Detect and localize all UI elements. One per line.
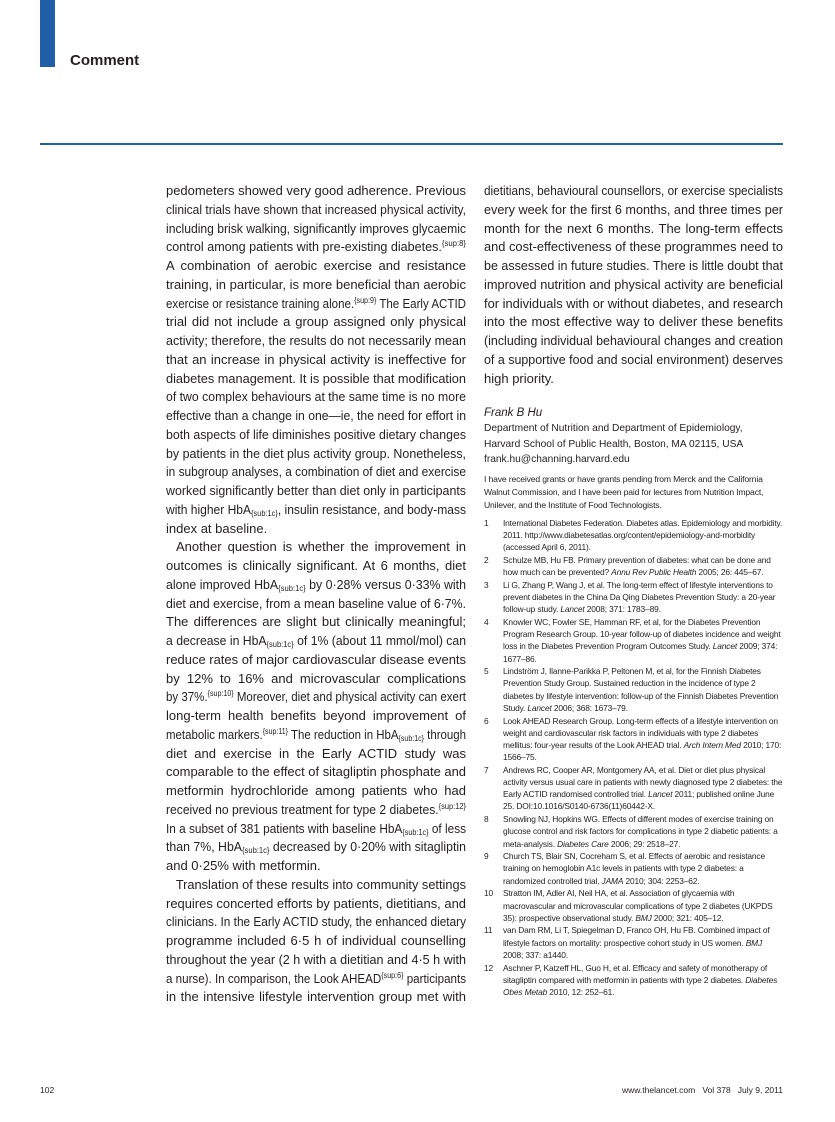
text-line: a nurse). In comparison, the Look $AHEAD^{\{sup:6\}}$ participants	[166, 970, 466, 986]
text-line: diet and exercise in the Early ACTID study was	[166, 745, 466, 761]
text-line: exercise or resistance training alone.$^{\{sup:9\}}$ The Early ACTID	[166, 295, 466, 311]
text-line: high priority.	[484, 370, 554, 386]
reference-citation: 2011; published online June 25. DOI:10.1016/S0140-6736(11)60442-X.	[503, 789, 775, 812]
reference-number: 10	[484, 888, 494, 899]
section-label: Comment	[70, 52, 140, 69]
text-line: control among patients with pre-existing diabetes.$^{\{sup:8\}}$	[166, 239, 466, 255]
journal-name: Diabetes Care	[557, 838, 609, 849]
text-line: every week for the first 6 months, and three times per	[484, 201, 783, 217]
reference-text	[503, 764, 784, 813]
reference-text	[503, 850, 784, 887]
text-line: in subgroup analyses, a combination of diet and exercise	[166, 464, 466, 480]
reference-body: Knowler WC, Fowler SE, Hamman RF, et al, for the Diabetes Prevention Program Research Group. 10-year follow-up of diabetes incidence and weight loss in the Diabetes Prevention Program Outcomes Study.	[503, 616, 781, 652]
reference-citation: 2008; 337: a1440.	[503, 949, 568, 960]
section-color-bar	[40, 0, 55, 67]
text-line: A combination of aerobic exercise and resistance	[166, 258, 466, 273]
subscript: {sub:1c}	[402, 827, 429, 837]
text-line: (including individual behavioural changes and creation	[484, 333, 783, 348]
text-line: and cost-effectiveness of these programmes need to	[484, 239, 783, 255]
text-line: by 37%.$^{\{sup:10\}}$ Moreover, diet and physical activity can exert	[166, 689, 466, 705]
text-line: including brisk walking, significantly improves glycaemic	[166, 220, 466, 236]
body-column-right	[484, 182, 783, 388]
text-line: index at baseline.	[166, 520, 268, 536]
reference-citation: 2006; 29: 2518–27.	[608, 838, 681, 849]
author-name: Frank B Hu	[484, 407, 543, 419]
subscript: {sub:1c}	[278, 583, 306, 593]
journal-name: JAMA	[601, 875, 624, 886]
text-line: throughout the year (2 h with a dietitian and 4·5 h with	[166, 951, 466, 967]
citation-superscript[interactable]: {sup:12}	[438, 801, 466, 811]
reference-citation: 2010; 170: 1566–75.	[503, 739, 782, 763]
reference-list	[484, 517, 784, 998]
text-line: comparable to the effect of sitagliptin phosphate and	[166, 764, 466, 780]
reference-citation: 2008; 371: 1783–89.	[584, 604, 661, 615]
paragraph	[166, 876, 466, 1007]
text-line: improved nutrition and physical activity are beneficial	[484, 276, 783, 292]
reference-number: 1	[484, 517, 489, 528]
subscript: {sub:1c}	[266, 640, 294, 649]
author-and-references	[484, 405, 784, 999]
reference-citation: 2009; 374: 1677–86.	[503, 641, 778, 664]
text-line: dietitians, behavioural counsellors, or exercise specialists	[484, 183, 783, 198]
text-line: diet and exercise, from a mean baseline value of 6·7%.	[166, 595, 466, 611]
text-line: long-term health benefits beyond improvement of	[166, 708, 466, 723]
text-line: trial did not include a group assigned only physical	[166, 314, 466, 330]
reference-text	[503, 579, 784, 616]
reference-body: Snowling NJ, Hopkins WG. Effects of different modes of exercise training on glucose control and risk factors for complications in type 2 diabetic patients: a meta-analysis.	[503, 814, 778, 849]
text-line: activity; therefore, the results do not necessarily mean	[166, 333, 466, 348]
text-line: for individuals with or without diabetes, and research	[484, 295, 783, 311]
citation-superscript[interactable]: {sup:8}	[441, 239, 466, 249]
text-line: by 12% to 16% and microvascular complications	[166, 670, 466, 686]
reference-item	[484, 887, 784, 924]
reference-number: 9	[484, 851, 489, 862]
journal-name: Arch Intern Med	[683, 739, 741, 750]
journal-name: BMJ	[745, 937, 763, 948]
text-line: metformin hydrochloride among patients who had	[166, 783, 466, 798]
reference-number: 4	[484, 616, 489, 627]
reference-text	[503, 665, 784, 714]
reference-item	[484, 764, 784, 813]
journal-name: Annu Rev Public Health	[611, 567, 697, 578]
reference-text	[503, 517, 784, 554]
reference-body: Church TS, Blair SN, Cocreham S, et al. Effects of aerobic and resistance training on hemoglobin A1c levels in patients with type 2 diabetes: a randomized controlled trial.	[503, 851, 765, 886]
reference-body: Schulze MB, Hu FB. Primary prevention of diabetes: what can be done and how much can be prevented?	[503, 554, 771, 578]
reference-item	[484, 924, 784, 961]
reference-item	[484, 665, 784, 714]
text-line: into the most effective way to deliver these benefits	[484, 314, 783, 330]
reference-number: 12	[484, 962, 494, 973]
subscript: {sub:1c}	[398, 733, 424, 743]
reference-body: van Dam RM, Li T, Spiegelman D, Franco OH, Hu FB. Combined impact of lifestyle factors on mortality: prospective cohort study in US women.	[503, 925, 770, 948]
reference-text	[503, 715, 784, 764]
reference-item	[484, 962, 784, 999]
text-line: clinical trials have shown that increased physical activity,	[166, 201, 466, 217]
reference-text	[503, 813, 784, 850]
affiliation-line: Department of Nutrition and Department of Epidemiology,	[484, 423, 743, 434]
reference-number: 3	[484, 579, 489, 590]
text-line: effective than a change in one—ie, the need for effort in	[166, 408, 466, 423]
text-line: both aspects of life diminishes positive dietary changes	[166, 426, 466, 442]
text-line: with higher HbA$_{\{sub:1c\}}$, insulin resistance, and body-mass	[166, 501, 466, 518]
text-line: of two complex behaviours at the same time is no more	[166, 389, 466, 405]
affiliation-line: Harvard School of Public Health, Boston, MA 02115, USA	[484, 438, 744, 450]
author-email[interactable]: frank.hu@channing.harvard.edu	[484, 454, 630, 466]
reference-body: Stratton IM, Adler AI, Neil HA, et al. Association of glycaemia with macrovascular and microvascular complications of type 2 diabetes (UKPDS 35): prospective observational study.	[503, 888, 773, 923]
subscript: {sub:1c}	[242, 846, 270, 856]
reference-item	[484, 554, 784, 578]
text-line: programme included 6·5 h of individual counselling	[166, 933, 466, 948]
text-line: outcomes is clinically significant. At 6 months, diet	[166, 558, 466, 573]
reference-body: Andrews RC, Cooper AR, Montgomery AA, et al. Diet or diet plus physical activity versus usual care in patients with newly diagnosed type 2 diabetes: the Early ACTID randomised controlled trial.	[503, 764, 783, 800]
journal-name: Lancet	[527, 702, 552, 713]
reference-body: Li G, Zhang P, Wang J, et al. The long-term effect of lifestyle interventions to prevent diabetes in the China Da Qing Diabetes Prevention Study: a 20-year follow-up study.	[503, 579, 776, 615]
paragraph	[166, 182, 466, 538]
text-line: worked significantly better than diet only in participants	[166, 483, 466, 498]
subscript: {sub:1c}	[251, 508, 278, 518]
reference-item	[484, 813, 784, 850]
citation-superscript[interactable]: {sup:10}	[207, 689, 234, 699]
journal-name: BMJ	[635, 912, 652, 923]
citation-superscript[interactable]: {sup:6}	[381, 970, 404, 980]
reference-citation: 2006; 368: 1673–79.	[551, 702, 628, 713]
text-line: The differences are slight but clinically meaningful;	[166, 614, 466, 630]
paragraph	[166, 538, 466, 876]
paragraph	[484, 182, 783, 388]
journal-name: Diabetes Obes Metab	[503, 974, 778, 997]
text-line: training, in particular, is more beneficial than aerobic	[166, 276, 466, 292]
reference-text	[503, 887, 784, 924]
reference-citation: 2000; 321: 405–12.	[651, 912, 724, 923]
footer-citation	[622, 1085, 783, 1095]
text-line: that an increase in physical activity is ineffective for	[166, 351, 466, 367]
text-line: than 7%, HbA$_{\{sub:1c\}}$ decreased by 0·20% with sitagliptin	[166, 839, 466, 856]
reference-number: 6	[484, 715, 489, 726]
reference-number: 8	[484, 814, 489, 825]
reference-body: International Diabetes Federation. Diabetes atlas. Epidemiology and morbidity. 2011. http://www.diabetesatlas.org/content/epidemiology-and-morbidity (accessed April 6, 2011).	[503, 517, 783, 553]
journal-name: Lancet	[712, 641, 738, 652]
footer-volume: Vol 378	[702, 1085, 731, 1095]
disclosure-statement: I have received grants or have grants pending from Merck and the California Walnut Commission, and I have been paid for lectures from Nutrition Impact, Unilever, and the Institute of Food Technologists.	[484, 473, 764, 510]
text-line: metabolic markers.$^{\{sup:11\}}$ The reduction in HbA$_{\{sub:1c\}}$ through	[166, 726, 466, 743]
body-column-left	[166, 182, 466, 1007]
citation-superscript[interactable]: {sup:11}	[262, 726, 289, 736]
reference-item	[484, 850, 784, 887]
page-number: 102	[40, 1085, 55, 1095]
reference-item	[484, 715, 784, 764]
footer-website[interactable]: www.thelancet.com	[621, 1085, 696, 1095]
reference-item	[484, 616, 784, 665]
reference-body: Lindström J, Ilanne-Parikka P, Peltonen M, et al, for the Finnish Diabetes Prevention Study Group. Sustained reduction in the incidence of type 2 diabetes by lifestyle intervention: follow-up of the Finnish Diabetes Prevention Study.	[503, 666, 779, 713]
text-line: reduce rates of major cardiovascular disease events	[166, 651, 466, 667]
reference-citation: 2010, 12: 252–61.	[547, 987, 615, 997]
text-line: Another question is whether the improvement in	[176, 539, 466, 555]
reference-text	[503, 962, 784, 999]
reference-text	[503, 616, 784, 665]
reference-item	[484, 579, 784, 616]
text-line: clinicians. In the Early ACTID study, the enhanced dietary	[166, 914, 466, 930]
text-line: requires concerted efforts by patients, dietitians, and	[166, 895, 466, 911]
text-line: and 0·25% with metformin.	[166, 858, 321, 873]
text-line: in the intensive lifestyle intervention group met with	[166, 989, 466, 1005]
reference-citation: 2005; 26: 445–67.	[696, 567, 764, 578]
reference-citation: 2010; 304: 2253–62.	[623, 875, 700, 886]
reference-text	[503, 554, 784, 578]
text-line: In a subset of 381 patients with baseline HbA$_{\{sub:1c\}}$ of less	[166, 820, 466, 837]
reference-number: 11	[484, 925, 493, 936]
text-line: diabetes management. It is possible that modification	[166, 370, 466, 386]
header-rule	[40, 143, 783, 145]
text-line: a decrease in HbA$_{\{sub:1c\}}$ of 1% (about 11 mmol/mol) can	[166, 633, 466, 649]
text-line: month for the next 6 months. The long-term effects	[484, 220, 783, 236]
reference-text	[503, 924, 784, 961]
reference-number: 7	[484, 764, 489, 775]
reference-number: 2	[484, 554, 489, 565]
text-line: be assessed in future studies. There is little doubt that	[484, 258, 783, 273]
reference-body: Look AHEAD Research Group. Long-term effects of a lifestyle intervention on weight and cardiovascular risk factors in individuals with type 2 diabetes mellitus: four-year results of the Look AHEAD trial.	[503, 715, 778, 750]
footer-date: July 9, 2011	[737, 1085, 783, 1095]
journal-name: Lancet	[560, 604, 585, 615]
text-line: alone improved HbA$_{\{sub:1c\}}$ by 0·28% versus 0·33% with	[166, 576, 466, 593]
text-line: by patients in the diet plus activity group. Nonetheless,	[166, 445, 466, 461]
text-line: Translation of these results into community settings	[175, 876, 467, 892]
reference-body: Aschner P, Katzeff HL, Guo H, et al. Efficacy and safety of monotherapy of sitagliptin compared with metformin in patients with type 2 diabetes.	[503, 962, 768, 985]
text-line: of a supportive food and social environment) deserves	[484, 351, 783, 367]
reference-number: 5	[484, 666, 489, 677]
journal-name: Lancet	[648, 789, 673, 800]
text-line: received no previous treatment for type 2 diabetes.$^{\{sup:12\}}$	[166, 801, 466, 817]
reference-item	[484, 517, 784, 554]
citation-superscript[interactable]: {sup:9}	[354, 295, 377, 305]
text-line: pedometers showed very good adherence. Previous	[166, 183, 466, 198]
